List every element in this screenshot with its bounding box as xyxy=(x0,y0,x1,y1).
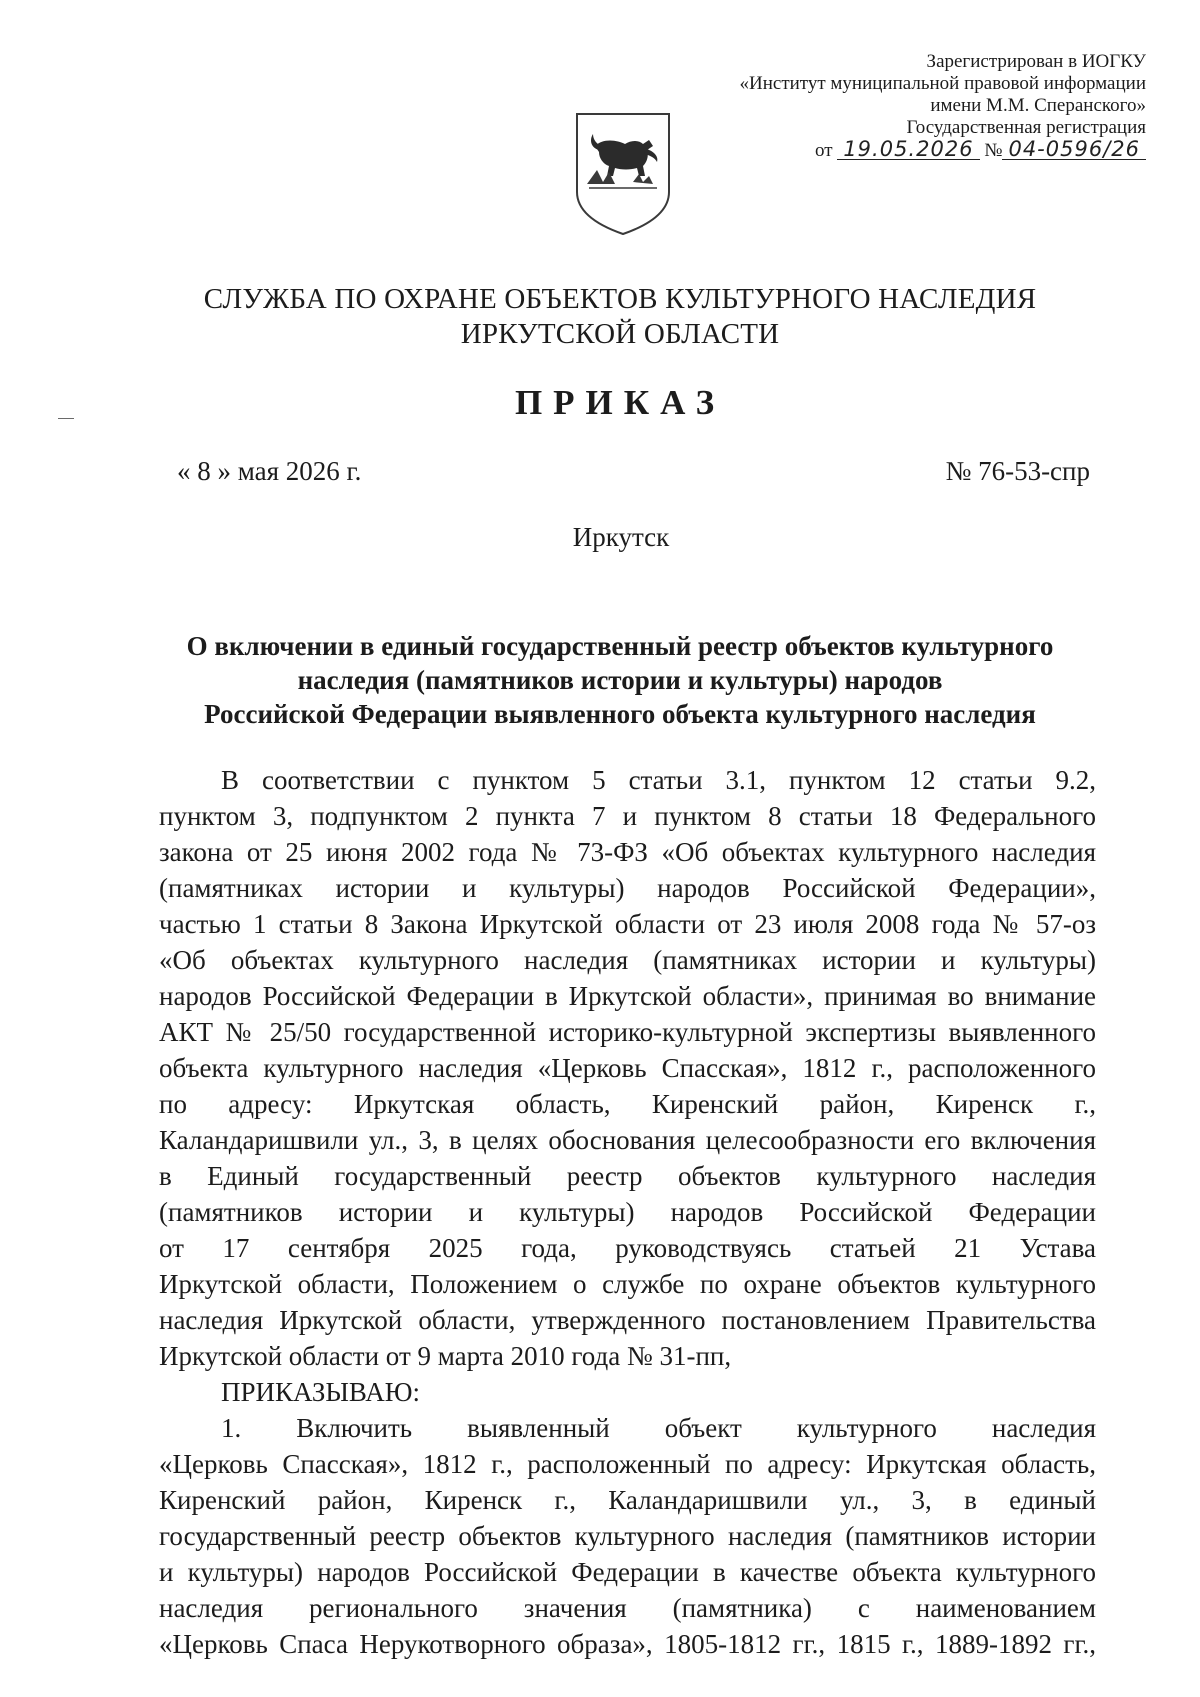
body-line: наследия Иркутской области, утвержденного постановлением Правительства xyxy=(159,1305,1096,1335)
body-line: Каландаришвили ул., 3, в целях обоснования целесообразности его включения xyxy=(159,1125,1096,1155)
body-line: АКТ № 25/50 государственной историко-культурной экспертизы выявленного xyxy=(159,1017,1096,1047)
item-1-line: и культуры) народов Российской Федерации в качестве объекта культурного xyxy=(159,1557,1096,1587)
registration-line: «Институт муниципальной правовой информации xyxy=(739,73,1146,94)
item-1-line: 1. Включить выявленный объект культурного наследия xyxy=(221,1413,1096,1443)
registration-stamp xyxy=(626,51,1146,162)
organization-line: СЛУЖБА ПО ОХРАНЕ ОБЪЕКТОВ КУЛЬТУРНОГО НАСЛЕДИЯ xyxy=(203,283,1037,315)
document-title xyxy=(160,629,1080,731)
title-line: О включении в единый государственный реестр объектов культурного xyxy=(186,631,1054,661)
title-line: наследия (памятников истории и культуры) народов xyxy=(297,665,943,695)
body-line: Иркутской области, Положением о службе по охране объектов культурного xyxy=(159,1269,1096,1299)
body-line: от 17 сентября 2025 года, руководствуясь статьей 21 Устава xyxy=(159,1233,1096,1263)
order-word: ПРИКАЗЫВАЮ: xyxy=(221,1377,420,1407)
organization-line: ИРКУТСКОЙ ОБЛАСТИ xyxy=(460,318,780,350)
registration-line: имени М.М. Сперанского» xyxy=(930,95,1146,116)
body-line: (памятников истории и культуры) народов Российской Федерации xyxy=(159,1197,1096,1227)
item-1-line: Киренский район, Киренск г., Каландаришвили ул., 3, в единый xyxy=(159,1485,1096,1515)
item-1-line: «Церковь Спасская», 1812 г., расположенный по адресу: Иркутская область, xyxy=(159,1449,1096,1479)
body-line: по адресу: Иркутская область, Киренский район, Киренск г., xyxy=(159,1089,1096,1119)
registration-number-handwritten: 04-0596/26 xyxy=(1002,139,1146,160)
registration-date-handwritten: 19.05.2026 xyxy=(837,139,979,160)
body-line: в Единый государственный реестр объектов культурного наследия xyxy=(159,1161,1096,1191)
document-city: Иркутск xyxy=(572,522,670,552)
item-1-line: наследия регионального значения (памятника) с наименованием xyxy=(159,1593,1096,1623)
document-date: « 8 » мая 2026 г. xyxy=(177,456,362,486)
registration-line: Зарегистрирован в ИОГКУ xyxy=(926,51,1146,72)
registration-date-number-line xyxy=(626,139,1146,162)
organization-heading xyxy=(0,282,1200,352)
document-type: ПРИКАЗ xyxy=(514,383,726,422)
registration-from-label: от xyxy=(815,140,833,161)
item-1-line: «Церковь Спаса Нерукотворного образа», 1805-1812 гг., 1815 г., 1889-1892 гг., xyxy=(159,1629,1096,1659)
body-line: Иркутской области от 9 марта 2010 года № 31-пп, xyxy=(159,1341,732,1371)
body-line: частью 1 статьи 8 Закона Иркутской области от 23 июля 2008 года № 57-оз xyxy=(159,909,1096,939)
body-line: В соответствии с пунктом 5 статьи 3.1, пунктом 12 статьи 9.2, xyxy=(221,765,1096,795)
item-1-line: государственный реестр объектов культурного наследия (памятников истории xyxy=(159,1521,1096,1551)
title-line: Российской Федерации выявленного объекта культурного наследия xyxy=(204,699,1036,729)
body-line: закона от 25 июня 2002 года № 73-ФЗ «Об объектах культурного наследия xyxy=(159,837,1096,867)
document-body xyxy=(159,762,1096,1662)
body-line: народов Российской Федерации в Иркутской области», принимая во внимание xyxy=(159,981,1096,1011)
registration-number-label: № xyxy=(984,140,1003,161)
body-line: пунктом 3, подпунктом 2 пункта 7 и пунктом 8 статьи 18 Федерального xyxy=(159,801,1096,831)
document-number: № 76-53-спр xyxy=(945,456,1090,486)
body-line: (памятниках истории и культуры) народов Российской Федерации», xyxy=(159,873,1096,903)
registration-line: Государственная регистрация xyxy=(906,117,1146,138)
date-number-row xyxy=(177,456,1090,490)
body-line: «Об объектах культурного наследия (памятниках истории и культуры) xyxy=(159,945,1096,975)
body-line: объекта культурного наследия «Церковь Спасская», 1812 г., расположенного xyxy=(159,1053,1096,1083)
